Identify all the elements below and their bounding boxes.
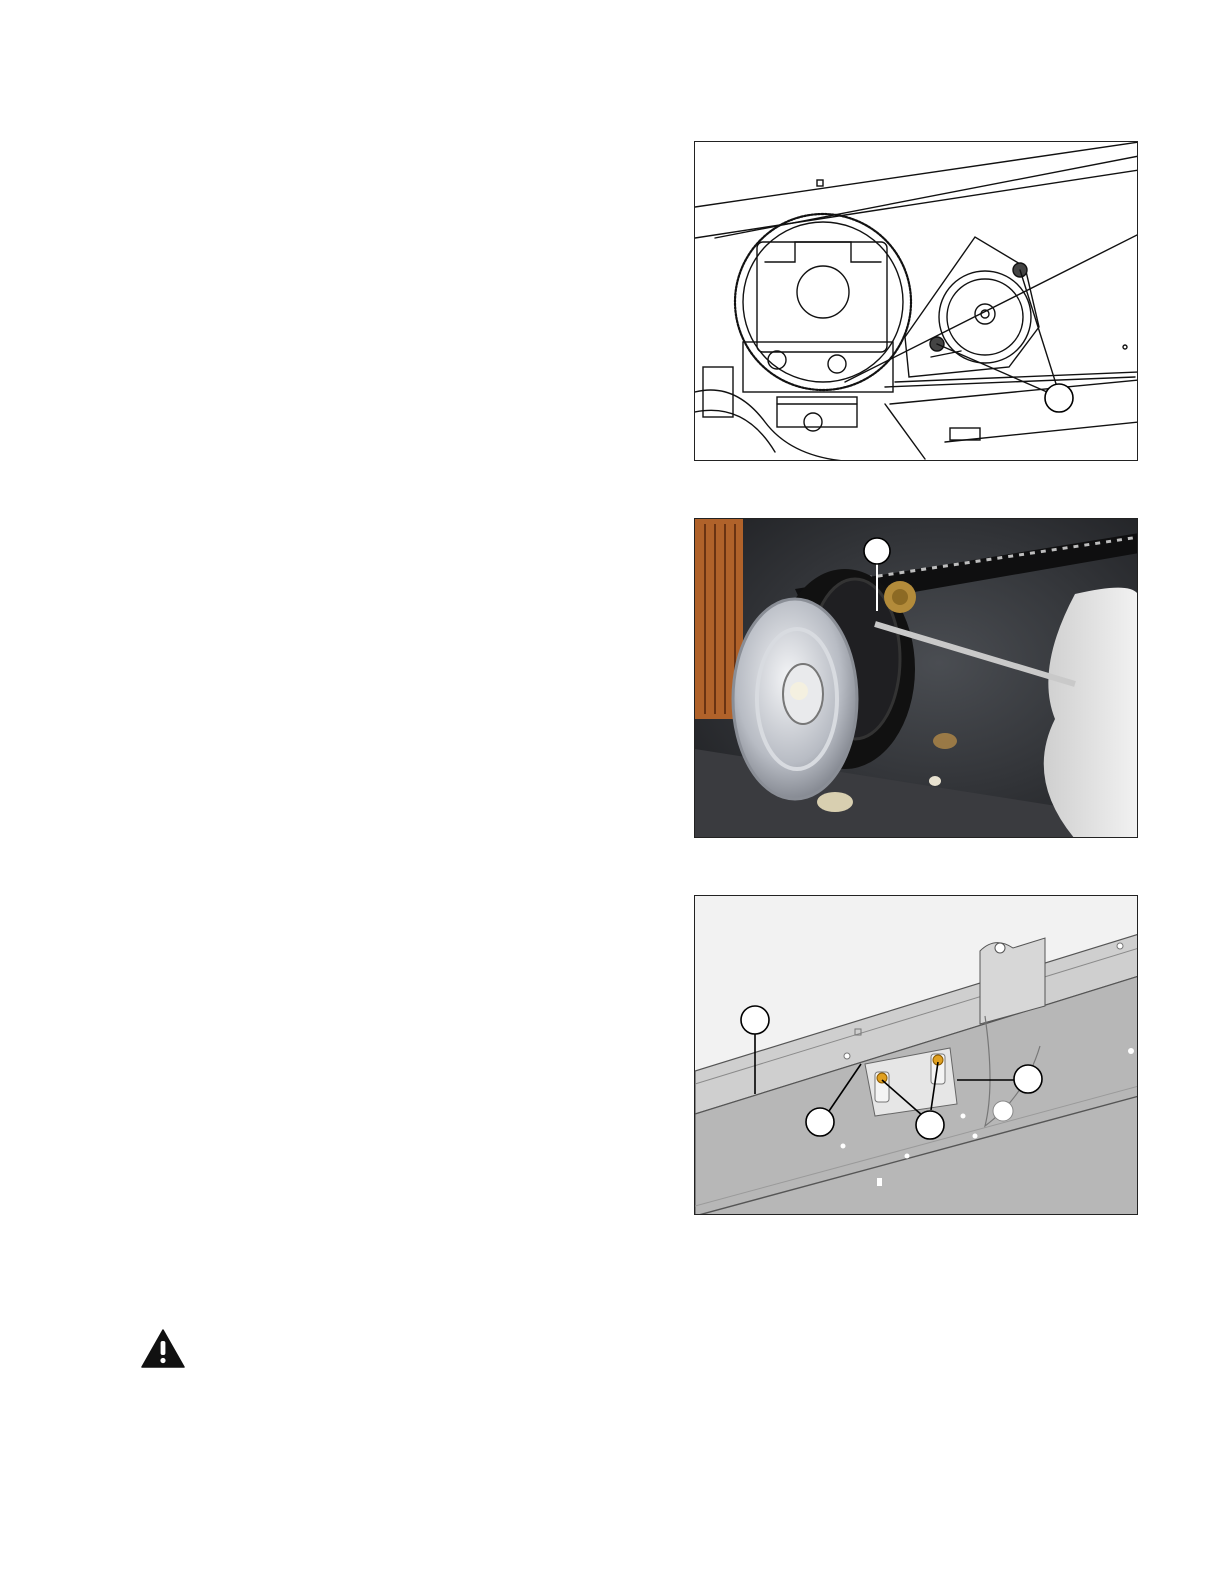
callout [916, 1111, 944, 1139]
warning-triangle-icon [141, 1329, 185, 1368]
callout [806, 1108, 834, 1136]
callout [1045, 384, 1073, 412]
pulley-photo [695, 519, 1138, 838]
drive-drawing [695, 142, 1138, 461]
callout [741, 1006, 769, 1034]
rail-rendering [695, 896, 1138, 1215]
callout [1014, 1065, 1042, 1093]
callout [864, 538, 890, 564]
figure-rail-rendering [694, 895, 1138, 1215]
figure-pulley-photo [694, 518, 1138, 838]
figure-drive-line-drawing [694, 141, 1138, 461]
